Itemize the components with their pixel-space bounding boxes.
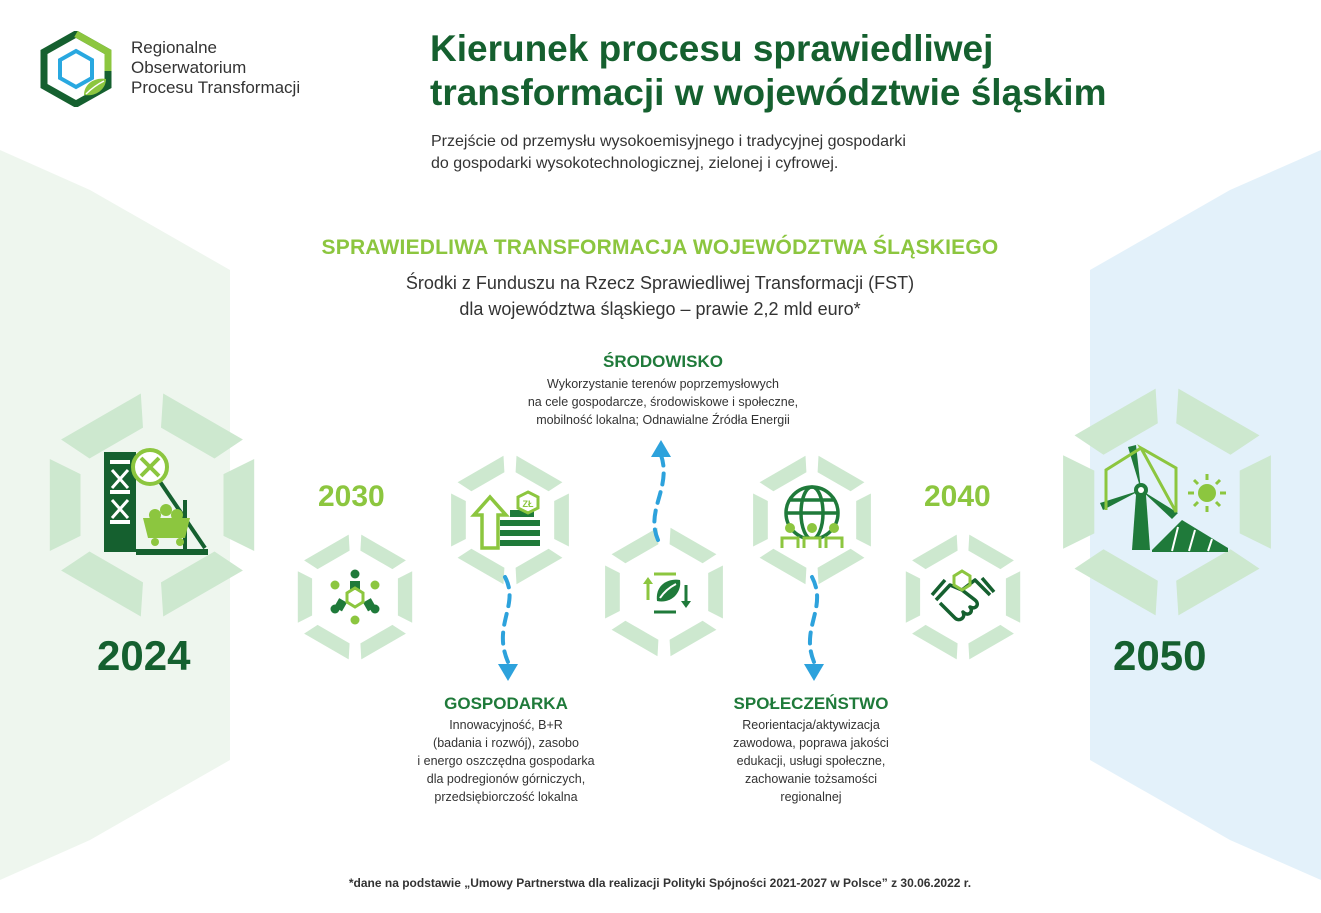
page-subtitle — [431, 131, 906, 175]
fund-info — [160, 270, 1160, 322]
hex-ring-gospodarka-segment — [516, 549, 563, 585]
hex-ring-gospodarka-segment — [458, 549, 505, 585]
title-line: transformacji w województwie śląskim — [430, 72, 1107, 113]
hex-ring-2040-segment — [968, 625, 1014, 660]
hex-ring-srodowisko-segment — [670, 528, 717, 564]
hex-ring-srodowisko-segment — [708, 566, 723, 619]
desc-line: (badania i rozwój), zasobo — [433, 736, 579, 750]
desc-line: Reorientacja/aktywizacja — [742, 718, 880, 732]
srodowisko-description — [463, 375, 863, 429]
gospodarka-title: GOSPODARKA — [444, 694, 568, 713]
hex-ring-2024-segment — [161, 552, 243, 617]
people-circle-icon — [331, 570, 380, 625]
hex-ring-gospodarka-segment — [451, 494, 466, 547]
arrow-head-down-left — [498, 664, 518, 681]
coin-label: ZŁ — [522, 499, 534, 509]
hex-ring-srodowisko-segment — [670, 621, 717, 657]
desc-line: Innowacyjność, B+R — [449, 718, 563, 732]
hex-ring-2024-segment — [61, 552, 143, 617]
mine-wheel-icon — [133, 450, 167, 484]
desc-line: regionalnej — [780, 790, 842, 804]
hex-ring-srodowisko-segment — [612, 528, 659, 564]
srodowisko-title: ŚRODOWISKO — [603, 352, 723, 371]
arrow-to-gospodarka — [503, 577, 510, 662]
hex-ring-2024-segment — [61, 394, 143, 459]
logo-text — [131, 38, 300, 98]
hex-ring-2024-segment — [224, 459, 255, 551]
hex-ring-2040-segment — [968, 535, 1014, 570]
hex-ring-2030-segment — [304, 535, 350, 570]
hex-ring-srodowisko-segment — [605, 566, 620, 619]
hex-ring-2030-segment — [360, 535, 406, 570]
spoleczenstwo-description — [661, 716, 961, 806]
logo-line: Obserwatorium — [131, 58, 247, 77]
hex-ring-2030-segment — [304, 625, 350, 660]
hex-ring-2050-segment — [1075, 389, 1158, 455]
subtitle-line: Przejście od przemysłu wysokoemisyjnego i tradycyjnej gospodarki — [431, 133, 906, 150]
hex-ring-2024-segment — [50, 459, 81, 551]
handshake-icon — [932, 578, 994, 620]
hexagon-leaf-logo-icon — [40, 31, 112, 107]
title-line: Kierunek procesu sprawiedliwej — [430, 28, 994, 69]
fund-line: dla województwa śląskiego – prawie 2,2 mld euro* — [459, 299, 861, 319]
hex-ring-gospodarka-segment — [516, 456, 563, 492]
desc-line: dla podregionów górniczych, — [426, 772, 586, 786]
arrow-to-spoleczenstwo — [810, 577, 817, 662]
desc-line: mobilność lokalna; Odnawialne Źródła Energii — [536, 413, 790, 427]
year-2024: 2024 — [97, 632, 191, 679]
desc-line: i energo oszczędna gospodarka — [417, 754, 595, 768]
hex-ring-2050-segment — [1176, 389, 1259, 455]
spoleczenstwo-title: SPOŁECZEŃSTWO — [733, 694, 889, 713]
hex-ring-spoleczenstwo-segment — [760, 456, 807, 492]
hex-ring-spoleczenstwo-segment — [760, 549, 807, 585]
coal-cart-icon — [143, 504, 190, 546]
logo-line: Procesu Transformacji — [131, 78, 301, 97]
hex-ring-2030-segment — [360, 625, 406, 660]
hex-ring-2040-segment — [912, 625, 958, 660]
recycle-leaf-icon — [643, 574, 691, 612]
desc-line: zawodowa, poprawa jakości — [733, 736, 889, 750]
year-2050: 2050 — [1113, 632, 1207, 679]
fund-line: Środki z Funduszu na Rzecz Sprawiedliwej Transformacji (FST) — [405, 273, 915, 293]
handshake-accent — [954, 571, 970, 590]
logo-line: Regionalne — [131, 38, 218, 57]
hex-ring-2040-segment — [906, 571, 920, 622]
arrow-to-srodowisko — [654, 455, 663, 540]
desc-line: Wykorzystanie terenów poprzemysłowych — [547, 377, 779, 391]
wind-solar-icon — [1100, 445, 1228, 552]
hex-ring-gospodarka-segment — [458, 456, 505, 492]
page-title — [430, 27, 1290, 115]
hex-ring-2050-segment — [1075, 549, 1158, 615]
arrow-head-up — [651, 440, 671, 457]
hex-ring-spoleczenstwo-segment — [818, 456, 865, 492]
hex-ring-2050-segment — [1240, 455, 1271, 549]
hex-ring-2030-segment — [298, 571, 312, 622]
desc-line: zachowanie tożsamości — [744, 772, 877, 786]
subtitle-line: do gospodarki wysokotechnologicznej, zielonej i cyfrowej. — [431, 155, 839, 172]
section-heading: SPRAWIEDLIWA TRANSFORMACJA WOJEWÓDZTWA ŚLĄSKIEGO — [321, 236, 999, 259]
arrow-head-down-right — [804, 664, 824, 681]
hex-ring-2024-segment — [161, 394, 243, 459]
hex-ring-2040-segment — [912, 535, 958, 570]
year-2040: 2040 — [924, 480, 991, 513]
desc-line: edukacji, usługi społeczne, — [736, 754, 886, 768]
footnote: *dane na podstawie „Umowy Partnerstwa dla realizacji Polityki Spójności 2021-2027 w Polsce” z 30.06.2022 r. — [348, 876, 972, 890]
year-2030: 2030 — [318, 480, 385, 513]
desc-line: przedsiębiorczość lokalna — [434, 790, 578, 804]
hex-ring-2050-segment — [1063, 455, 1094, 549]
gospodarka-description — [356, 716, 656, 806]
hex-ring-2040-segment — [1006, 571, 1020, 622]
hex-ring-spoleczenstwo-segment — [818, 549, 865, 585]
hex-ring-spoleczenstwo-segment — [753, 494, 768, 547]
hex-ring-gospodarka-segment — [554, 494, 569, 547]
people-row-icon — [782, 523, 842, 548]
hex-ring-srodowisko-segment — [612, 621, 659, 657]
hex-ring-spoleczenstwo-segment — [856, 494, 871, 547]
hexagon-rings — [50, 389, 1271, 660]
desc-line: na cele gospodarcze, środowiskowe i społeczne, — [527, 395, 799, 409]
hex-ring-2030-segment — [398, 571, 412, 622]
hex-ring-2050-segment — [1176, 549, 1259, 615]
